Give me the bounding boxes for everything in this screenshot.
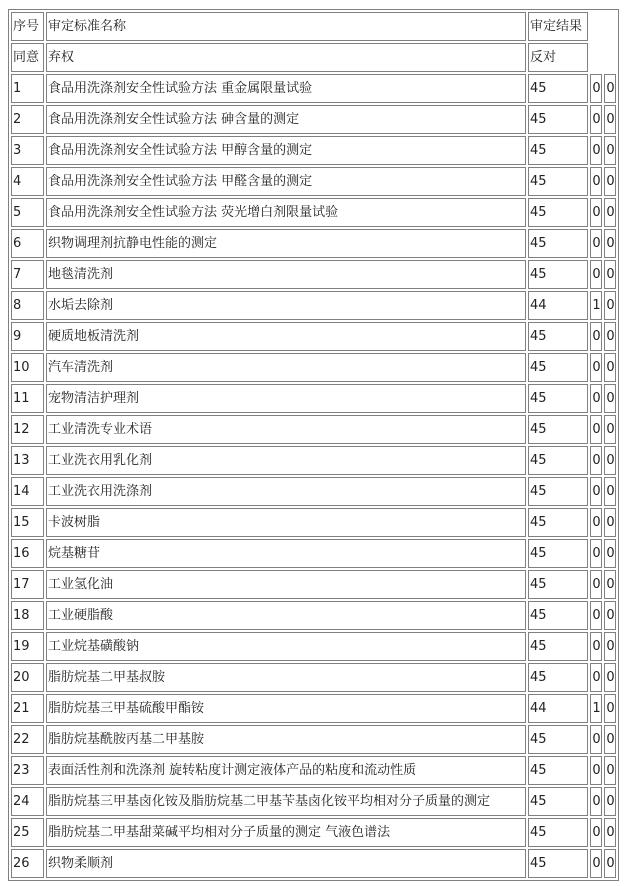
abstain-count: 0	[590, 539, 602, 568]
agree-count: 45	[528, 508, 588, 537]
table-row	[11, 167, 616, 196]
oppose-count: 0	[604, 291, 616, 320]
review-results-table	[8, 9, 619, 881]
abstain-count: 0	[590, 632, 602, 661]
row-number: 23	[11, 756, 44, 785]
standard-name: 工业洗衣用洗涤剂	[46, 477, 526, 506]
standard-name: 工业洗衣用乳化剂	[46, 446, 526, 475]
header-name: 审定标准名称	[46, 12, 526, 41]
standard-name: 织物柔顺剂	[46, 849, 526, 878]
oppose-count: 0	[604, 570, 616, 599]
row-number: 17	[11, 570, 44, 599]
standard-name: 食品用洗涤剂安全性试验方法 重金属限量试验	[46, 74, 526, 103]
table-row	[11, 787, 616, 816]
oppose-count: 0	[604, 787, 616, 816]
subheader-oppose: 反对	[528, 43, 588, 72]
oppose-count: 0	[604, 74, 616, 103]
agree-count: 45	[528, 849, 588, 878]
agree-count: 45	[528, 756, 588, 785]
row-number: 20	[11, 663, 44, 692]
table-row	[11, 477, 616, 506]
standard-name: 工业氢化油	[46, 570, 526, 599]
table-row	[11, 322, 616, 351]
oppose-count: 0	[604, 353, 616, 382]
agree-count: 45	[528, 136, 588, 165]
row-number: 15	[11, 508, 44, 537]
standard-name: 食品用洗涤剂安全性试验方法 甲醇含量的测定	[46, 136, 526, 165]
standard-name: 脂肪烷基二甲基甜菜碱平均相对分子质量的测定 气液色谱法	[46, 818, 526, 847]
row-number: 10	[11, 353, 44, 382]
abstain-count: 0	[590, 260, 602, 289]
abstain-count: 0	[590, 353, 602, 382]
oppose-count: 0	[604, 601, 616, 630]
oppose-count: 0	[604, 415, 616, 444]
oppose-count: 0	[604, 167, 616, 196]
row-number: 7	[11, 260, 44, 289]
table-row	[11, 198, 616, 227]
agree-count: 45	[528, 260, 588, 289]
standard-name: 工业烷基磺酸钠	[46, 632, 526, 661]
table-row	[11, 105, 616, 134]
standard-name: 脂肪烷基三甲基硫酸甲酯铵	[46, 694, 526, 723]
agree-count: 45	[528, 663, 588, 692]
oppose-count: 0	[604, 198, 616, 227]
row-number: 14	[11, 477, 44, 506]
oppose-count: 0	[604, 818, 616, 847]
table-row	[11, 74, 616, 103]
abstain-count: 0	[590, 74, 602, 103]
standard-name: 工业清洗专业术语	[46, 415, 526, 444]
row-number: 25	[11, 818, 44, 847]
standard-name: 汽车清洗剂	[46, 353, 526, 382]
header-row	[11, 12, 616, 41]
agree-count: 45	[528, 725, 588, 754]
row-number: 21	[11, 694, 44, 723]
table-row	[11, 353, 616, 382]
oppose-count: 0	[604, 105, 616, 134]
row-number: 19	[11, 632, 44, 661]
standard-name: 表面活性剂和洗涤剂 旋转粘度计测定液体产品的粘度和流动性质	[46, 756, 526, 785]
abstain-count: 0	[590, 508, 602, 537]
row-number: 4	[11, 167, 44, 196]
oppose-count: 0	[604, 539, 616, 568]
abstain-count: 1	[590, 694, 602, 723]
standard-name: 织物调理剂抗静电性能的测定	[46, 229, 526, 258]
standard-name: 食品用洗涤剂安全性试验方法 荧光增白剂限量试验	[46, 198, 526, 227]
row-number: 6	[11, 229, 44, 258]
oppose-count: 0	[604, 260, 616, 289]
oppose-count: 0	[604, 663, 616, 692]
standard-name: 脂肪烷基二甲基叔胺	[46, 663, 526, 692]
oppose-count: 0	[604, 136, 616, 165]
row-number: 3	[11, 136, 44, 165]
table-row	[11, 725, 616, 754]
agree-count: 45	[528, 415, 588, 444]
row-number: 26	[11, 849, 44, 878]
row-number: 24	[11, 787, 44, 816]
standard-name: 硬质地板清洗剂	[46, 322, 526, 351]
standard-name: 脂肪烷基三甲基卤化铵及脂肪烷基二甲基苄基卤化铵平均相对分子质量的测定	[46, 787, 526, 816]
agree-count: 45	[528, 446, 588, 475]
agree-count: 45	[528, 787, 588, 816]
table-row	[11, 663, 616, 692]
abstain-count: 0	[590, 198, 602, 227]
abstain-count: 1	[590, 291, 602, 320]
oppose-count: 0	[604, 508, 616, 537]
row-number: 9	[11, 322, 44, 351]
row-number: 2	[11, 105, 44, 134]
row-number: 11	[11, 384, 44, 413]
agree-count: 45	[528, 477, 588, 506]
table-row	[11, 694, 616, 723]
table-row	[11, 756, 616, 785]
agree-count: 44	[528, 291, 588, 320]
standard-name: 地毯清洗剂	[46, 260, 526, 289]
abstain-count: 0	[590, 384, 602, 413]
abstain-count: 0	[590, 477, 602, 506]
table-row	[11, 632, 616, 661]
oppose-count: 0	[604, 384, 616, 413]
standard-name: 卡波树脂	[46, 508, 526, 537]
header-no: 序号	[11, 12, 44, 41]
row-number: 12	[11, 415, 44, 444]
abstain-count: 0	[590, 601, 602, 630]
table-row	[11, 415, 616, 444]
standard-name: 宠物清洁护理剂	[46, 384, 526, 413]
table-row	[11, 446, 616, 475]
table-row	[11, 136, 616, 165]
agree-count: 45	[528, 384, 588, 413]
abstain-count: 0	[590, 105, 602, 134]
table-row	[11, 260, 616, 289]
abstain-count: 0	[590, 136, 602, 165]
abstain-count: 0	[590, 818, 602, 847]
oppose-count: 0	[604, 322, 616, 351]
row-number: 1	[11, 74, 44, 103]
oppose-count: 0	[604, 756, 616, 785]
agree-count: 45	[528, 105, 588, 134]
subheader-agree: 同意	[11, 43, 44, 72]
table-row	[11, 570, 616, 599]
standard-name: 食品用洗涤剂安全性试验方法 甲醛含量的测定	[46, 167, 526, 196]
agree-count: 45	[528, 632, 588, 661]
table-row	[11, 384, 616, 413]
table-row	[11, 849, 616, 878]
agree-count: 45	[528, 322, 588, 351]
agree-count: 45	[528, 74, 588, 103]
header-result: 审定结果	[528, 12, 588, 41]
subheader-row	[11, 43, 616, 72]
row-number: 22	[11, 725, 44, 754]
subheader-abstain: 弃权	[46, 43, 526, 72]
standard-name: 食品用洗涤剂安全性试验方法 砷含量的测定	[46, 105, 526, 134]
agree-count: 45	[528, 570, 588, 599]
agree-count: 45	[528, 198, 588, 227]
table-row	[11, 539, 616, 568]
abstain-count: 0	[590, 229, 602, 258]
agree-count: 44	[528, 694, 588, 723]
standard-name: 水垢去除剂	[46, 291, 526, 320]
oppose-count: 0	[604, 632, 616, 661]
abstain-count: 0	[590, 756, 602, 785]
row-number: 16	[11, 539, 44, 568]
abstain-count: 0	[590, 570, 602, 599]
row-number: 13	[11, 446, 44, 475]
oppose-count: 0	[604, 694, 616, 723]
abstain-count: 0	[590, 849, 602, 878]
standard-name: 脂肪烷基酰胺丙基二甲基胺	[46, 725, 526, 754]
oppose-count: 0	[604, 229, 616, 258]
row-number: 18	[11, 601, 44, 630]
row-number: 8	[11, 291, 44, 320]
agree-count: 45	[528, 539, 588, 568]
table-row	[11, 508, 616, 537]
standard-name: 烷基糖苷	[46, 539, 526, 568]
oppose-count: 0	[604, 446, 616, 475]
abstain-count: 0	[590, 663, 602, 692]
row-number: 5	[11, 198, 44, 227]
oppose-count: 0	[604, 725, 616, 754]
agree-count: 45	[528, 818, 588, 847]
abstain-count: 0	[590, 415, 602, 444]
oppose-count: 0	[604, 849, 616, 878]
agree-count: 45	[528, 229, 588, 258]
agree-count: 45	[528, 601, 588, 630]
table-row	[11, 818, 616, 847]
table-row	[11, 601, 616, 630]
table-body	[11, 12, 616, 878]
table-row	[11, 291, 616, 320]
agree-count: 45	[528, 167, 588, 196]
abstain-count: 0	[590, 167, 602, 196]
abstain-count: 0	[590, 787, 602, 816]
standard-name: 工业硬脂酸	[46, 601, 526, 630]
oppose-count: 0	[604, 477, 616, 506]
agree-count: 45	[528, 353, 588, 382]
abstain-count: 0	[590, 446, 602, 475]
abstain-count: 0	[590, 725, 602, 754]
abstain-count: 0	[590, 322, 602, 351]
table-row	[11, 229, 616, 258]
